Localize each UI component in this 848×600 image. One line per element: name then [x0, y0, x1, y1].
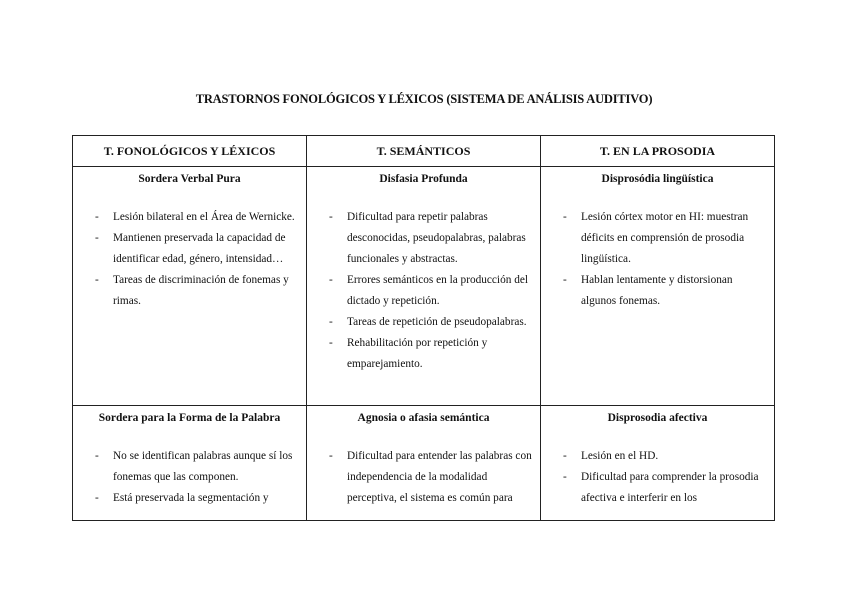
cell-linguistic-dysprosody	[541, 167, 775, 406]
list-item: - Tareas de discriminación de fonemas y rimas.	[95, 270, 298, 312]
cell-word-form-deafness	[73, 406, 307, 521]
cell-title: Agnosia o afasia semántica	[357, 412, 490, 424]
header-prosody: T. EN LA PROSODIA	[541, 136, 775, 167]
disorders-table	[72, 135, 775, 521]
list-item: - Está preservada la segmentación y	[95, 488, 298, 509]
cell-title: Disprosódia lingüística	[601, 173, 714, 185]
list-item: - Lesión córtex motor en HI: muestran déficits en comprensión de prosodia lingüística.	[563, 207, 766, 270]
list-item: - No se identifican palabras aunque sí los fonemas que las componen.	[95, 446, 298, 488]
cell-title: Sordera para la Forma de la Palabra	[98, 412, 281, 424]
header-phonological-lexical: T. FONOLÓGICOS Y LÉXICOS	[73, 136, 307, 167]
list-item: - Dificultad para repetir palabras desconocidas, pseudopalabras, palabras funcionales y abstractas.	[329, 207, 532, 270]
cell-title: Disfasia Profunda	[379, 173, 468, 185]
bullet-list	[307, 207, 540, 379]
cell-title: Disprosodia afectiva	[607, 412, 708, 424]
list-item: - Errores semánticos en la producción del dictado y repetición.	[329, 270, 532, 312]
cell-semantic-agnosia	[307, 406, 541, 521]
list-item: - Dificultad para comprender la prosodia afectiva e interferir en los	[563, 467, 766, 509]
bullet-list	[73, 207, 306, 316]
table-header-row	[73, 136, 775, 167]
table-row	[73, 167, 775, 406]
table-row	[73, 406, 775, 521]
list-item: - Tareas de repetición de pseudopalabras.	[329, 312, 532, 333]
bullet-list	[541, 446, 774, 513]
header-semantic: T. SEMÁNTICOS	[307, 136, 541, 167]
list-item: - Lesión en el HD.	[563, 446, 766, 467]
list-item: - Hablan lentamente y distorsionan algunos fonemas.	[563, 270, 766, 312]
cell-deep-dysphasia	[307, 167, 541, 406]
cell-pure-word-deafness	[73, 167, 307, 406]
list-item: - Rehabilitación por repetición y emparejamiento.	[329, 333, 532, 375]
list-item: - Mantienen preservada la capacidad de identificar edad, género, intensidad…	[95, 228, 298, 270]
list-item: - Dificultad para entender las palabras con independencia de la modalidad perceptiva, el sistema es común para	[329, 446, 532, 509]
cell-affective-dysprosody	[541, 406, 775, 521]
bullet-list	[541, 207, 774, 316]
document-title: TRASTORNOS FONOLÓGICOS Y LÉXICOS (SISTEMA DE ANÁLISIS AUDITIVO)	[195, 92, 653, 106]
bullet-list	[307, 446, 540, 513]
bullet-list	[73, 446, 306, 513]
list-item: - Lesión bilateral en el Área de Wernicke.	[95, 207, 298, 228]
cell-title: Sordera Verbal Pura	[138, 173, 241, 185]
